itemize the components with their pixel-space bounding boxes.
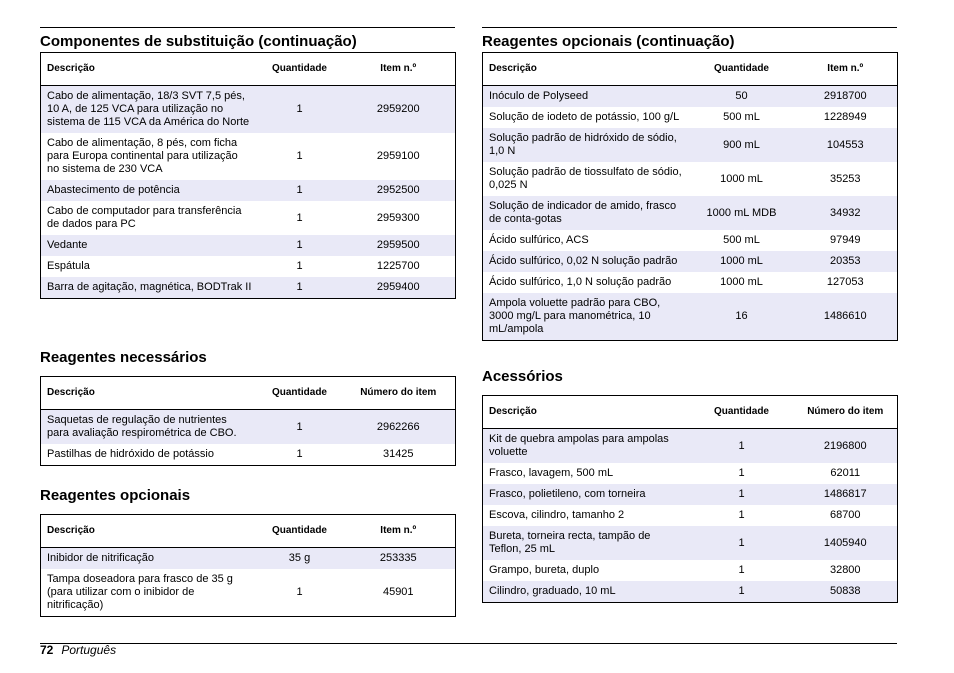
cell-quantidade: 1: [738, 509, 745, 521]
cell-quantidade: 1: [296, 448, 303, 460]
table-row: [41, 548, 456, 570]
footer: [40, 643, 116, 657]
header-quantidade: Quantidade: [690, 53, 794, 86]
cell-descricao: Frasco, polietileno, com torneira: [483, 484, 690, 505]
header-quantidade: Quantidade: [690, 396, 794, 429]
table-row: [41, 277, 456, 299]
cell-quantidade: 1: [690, 429, 794, 464]
footer-rule: [40, 643, 897, 644]
cell-item: 2959100: [376, 150, 420, 162]
table-row: [483, 505, 898, 526]
cell-quantidade: 1: [738, 467, 745, 479]
cell-quantidade: 1: [296, 260, 303, 272]
cell-quantidade: 1000 mL MDB: [690, 196, 794, 230]
table-acessorios: [482, 395, 898, 603]
cell-descricao: Espátula: [47, 260, 90, 272]
cell-descricao: Abastecimento de potência: [41, 180, 258, 201]
footer-language: Português: [61, 643, 117, 657]
cell-quantidade: 1: [690, 484, 794, 505]
cell-quantidade: 900 mL: [690, 128, 794, 162]
heading-componentes-substituicao: Componentes de substituição (continuação): [40, 33, 357, 50]
cell-item: 34932: [794, 196, 898, 230]
cell-item: 45901: [382, 586, 414, 598]
table-row: [483, 251, 898, 272]
table-row: [483, 463, 898, 484]
cell-quantidade: 1: [690, 526, 794, 560]
table-componentes-substituicao: [40, 52, 456, 299]
cell-quantidade: 500 mL: [723, 111, 760, 123]
cell-descricao: Ampola voluette padrão para CBO, 3000 mg/L para manométrica, 10 mL/ampola: [483, 293, 690, 341]
table-row: [483, 581, 898, 603]
header-item: Número do item: [342, 377, 456, 410]
cell-quantidade: 1: [296, 211, 303, 224]
table-row: [483, 162, 898, 196]
cell-quantidade: 1: [258, 235, 342, 256]
cell-item: 2962266: [342, 410, 456, 445]
cell-descricao: Grampo, bureta, duplo: [489, 564, 600, 576]
heading-reagentes-opcionais: Reagentes opcionais: [40, 487, 191, 504]
cell-descricao: Pastilhas de hidróxido de potássio: [47, 448, 214, 460]
top-rule-right: [482, 27, 897, 28]
table-reagentes-opcionais: [40, 514, 456, 617]
cell-descricao: Escova, cilindro, tamanho 2: [489, 509, 625, 521]
table-row: [41, 180, 456, 201]
cell-quantidade: 1: [258, 410, 342, 445]
cell-item: 1486817: [794, 484, 898, 505]
cell-item: 35253: [829, 172, 861, 185]
cell-quantidade: 1: [258, 86, 342, 134]
cell-quantidade: 50: [690, 86, 794, 108]
header-descricao: Descrição: [483, 53, 690, 86]
table-row: [41, 256, 456, 277]
page-number: 72: [40, 643, 54, 657]
cell-item: 62011: [830, 467, 861, 479]
cell-descricao: Inibidor de nitrificação: [41, 548, 258, 570]
header-descricao: Descrição: [41, 515, 258, 548]
cell-descricao: Ácido sulfúrico, 0,02 N solução padrão: [483, 251, 690, 272]
cell-item: 2196800: [794, 429, 898, 464]
header-item: Item n.º: [342, 53, 456, 86]
cell-descricao: Inóculo de Polyseed: [483, 86, 690, 108]
cell-item: 50838: [794, 581, 898, 603]
cell-item: 2959500: [342, 235, 456, 256]
cell-item: 97949: [829, 234, 861, 246]
cell-descricao: Ácido sulfúrico, 1,0 N solução padrão: [489, 276, 672, 288]
cell-quantidade: 1: [738, 564, 745, 576]
cell-quantidade: 1: [296, 150, 303, 162]
cell-descricao: Saquetas de regulação de nutrientes para avaliação respirométrica de CBO.: [41, 410, 258, 445]
header-descricao: Descrição: [41, 53, 258, 86]
header-descricao: Descrição: [483, 396, 690, 429]
cell-quantidade: 16: [690, 293, 794, 341]
table-row: [41, 569, 456, 617]
header-item: Item n.º: [794, 53, 898, 86]
cell-item: 20353: [794, 251, 898, 272]
heading-acessorios: Acessórios: [482, 368, 563, 385]
top-rule-left: [40, 27, 455, 28]
cell-quantidade: 1000 mL: [690, 251, 794, 272]
cell-item: 127053: [826, 276, 864, 288]
header-quantidade: Quantidade: [258, 53, 342, 86]
table-row: [41, 444, 456, 466]
cell-item: 1228949: [823, 111, 867, 123]
cell-item: 68700: [829, 509, 861, 521]
table-row: [41, 410, 456, 445]
cell-descricao: Cilindro, graduado, 10 mL: [483, 581, 690, 603]
cell-descricao: Solução de indicador de amido, frasco de conta-gotas: [483, 196, 690, 230]
table-row: [483, 526, 898, 560]
cell-descricao: Tampa doseadora para frasco de 35 g (para utilizar com o inibidor de nitrificação): [47, 573, 233, 611]
table-row: [41, 235, 456, 256]
heading-reagentes-opcionais-continuacao: Reagentes opcionais (continuação): [482, 33, 735, 50]
cell-item: 2952500: [342, 180, 456, 201]
cell-item: 104553: [794, 128, 898, 162]
cell-item: 1225700: [376, 260, 420, 272]
header-item: Item n.º: [342, 515, 456, 548]
cell-descricao: Cabo de alimentação, 8 pés, com ficha para Europa continental para utilização no sistema de 230 VCA: [47, 137, 238, 175]
cell-descricao: Ácido sulfúrico, ACS: [489, 234, 589, 246]
table-row: [483, 429, 898, 464]
table-row: [483, 86, 898, 108]
cell-quantidade: 1: [258, 180, 342, 201]
table-row: [41, 86, 456, 134]
cell-descricao: Barra de agitação, magnética, BODTrak II: [41, 277, 258, 299]
table-row: [483, 230, 898, 251]
cell-descricao: Solução de iodeto de potássio, 100 g/L: [489, 111, 680, 123]
table-row: [483, 293, 898, 341]
cell-item: 31425: [382, 448, 414, 460]
table-header-row: [41, 53, 456, 86]
table-header-row: [41, 515, 456, 548]
cell-descricao: Cabo de alimentação, 18/3 SVT 7,5 pés, 10 A, de 125 VCA para utilização no sistema de 115 VCA da América do Norte: [41, 86, 258, 134]
table-row: [483, 560, 898, 581]
cell-quantidade: 35 g: [258, 548, 342, 570]
cell-quantidade: 1: [296, 586, 303, 598]
table-row: [483, 484, 898, 505]
cell-descricao: Frasco, lavagem, 500 mL: [489, 467, 614, 479]
header-quantidade: Quantidade: [258, 377, 342, 410]
cell-descricao: Kit de quebra ampolas para ampolas voluette: [483, 429, 690, 464]
cell-item: 1405940: [794, 526, 898, 560]
cell-descricao: Solução padrão de hidróxido de sódio, 1,0 N: [483, 128, 690, 162]
cell-item: 2918700: [794, 86, 898, 108]
table-reagentes-opcionais-continuacao: [482, 52, 898, 341]
table-row: [483, 272, 898, 293]
table-row: [41, 201, 456, 235]
table-row: [483, 196, 898, 230]
table-header-row: [483, 53, 898, 86]
cell-item: 253335: [342, 548, 456, 570]
table-row: [483, 128, 898, 162]
table-header-row: [483, 396, 898, 429]
table-header-row: [41, 377, 456, 410]
cell-item: 2959400: [342, 277, 456, 299]
cell-quantidade: 1: [690, 581, 794, 603]
header-item: Número do item: [794, 396, 898, 429]
cell-descricao: Bureta, torneira recta, tampão de Teflon, 25 mL: [483, 526, 690, 560]
cell-descricao: Cabo de computador para transferência de dados para PC: [47, 205, 242, 230]
cell-quantidade: 500 mL: [723, 234, 760, 246]
cell-item: 2959300: [376, 211, 420, 224]
heading-reagentes-necessarios: Reagentes necessários: [40, 349, 207, 366]
cell-descricao: Vedante: [41, 235, 258, 256]
table-row: [41, 133, 456, 180]
table-reagentes-necessarios: [40, 376, 456, 466]
header-quantidade: Quantidade: [258, 515, 342, 548]
cell-item: 1486610: [794, 293, 898, 341]
cell-descricao: Solução padrão de tiossulfato de sódio, 0,025 N: [489, 166, 682, 191]
cell-quantidade: 1000 mL: [720, 276, 763, 288]
cell-item: 2959200: [342, 86, 456, 134]
table-row: [483, 107, 898, 128]
cell-item: 32800: [829, 564, 861, 576]
cell-quantidade: 1000 mL: [720, 172, 763, 185]
header-descricao: Descrição: [41, 377, 258, 410]
cell-quantidade: 1: [258, 277, 342, 299]
